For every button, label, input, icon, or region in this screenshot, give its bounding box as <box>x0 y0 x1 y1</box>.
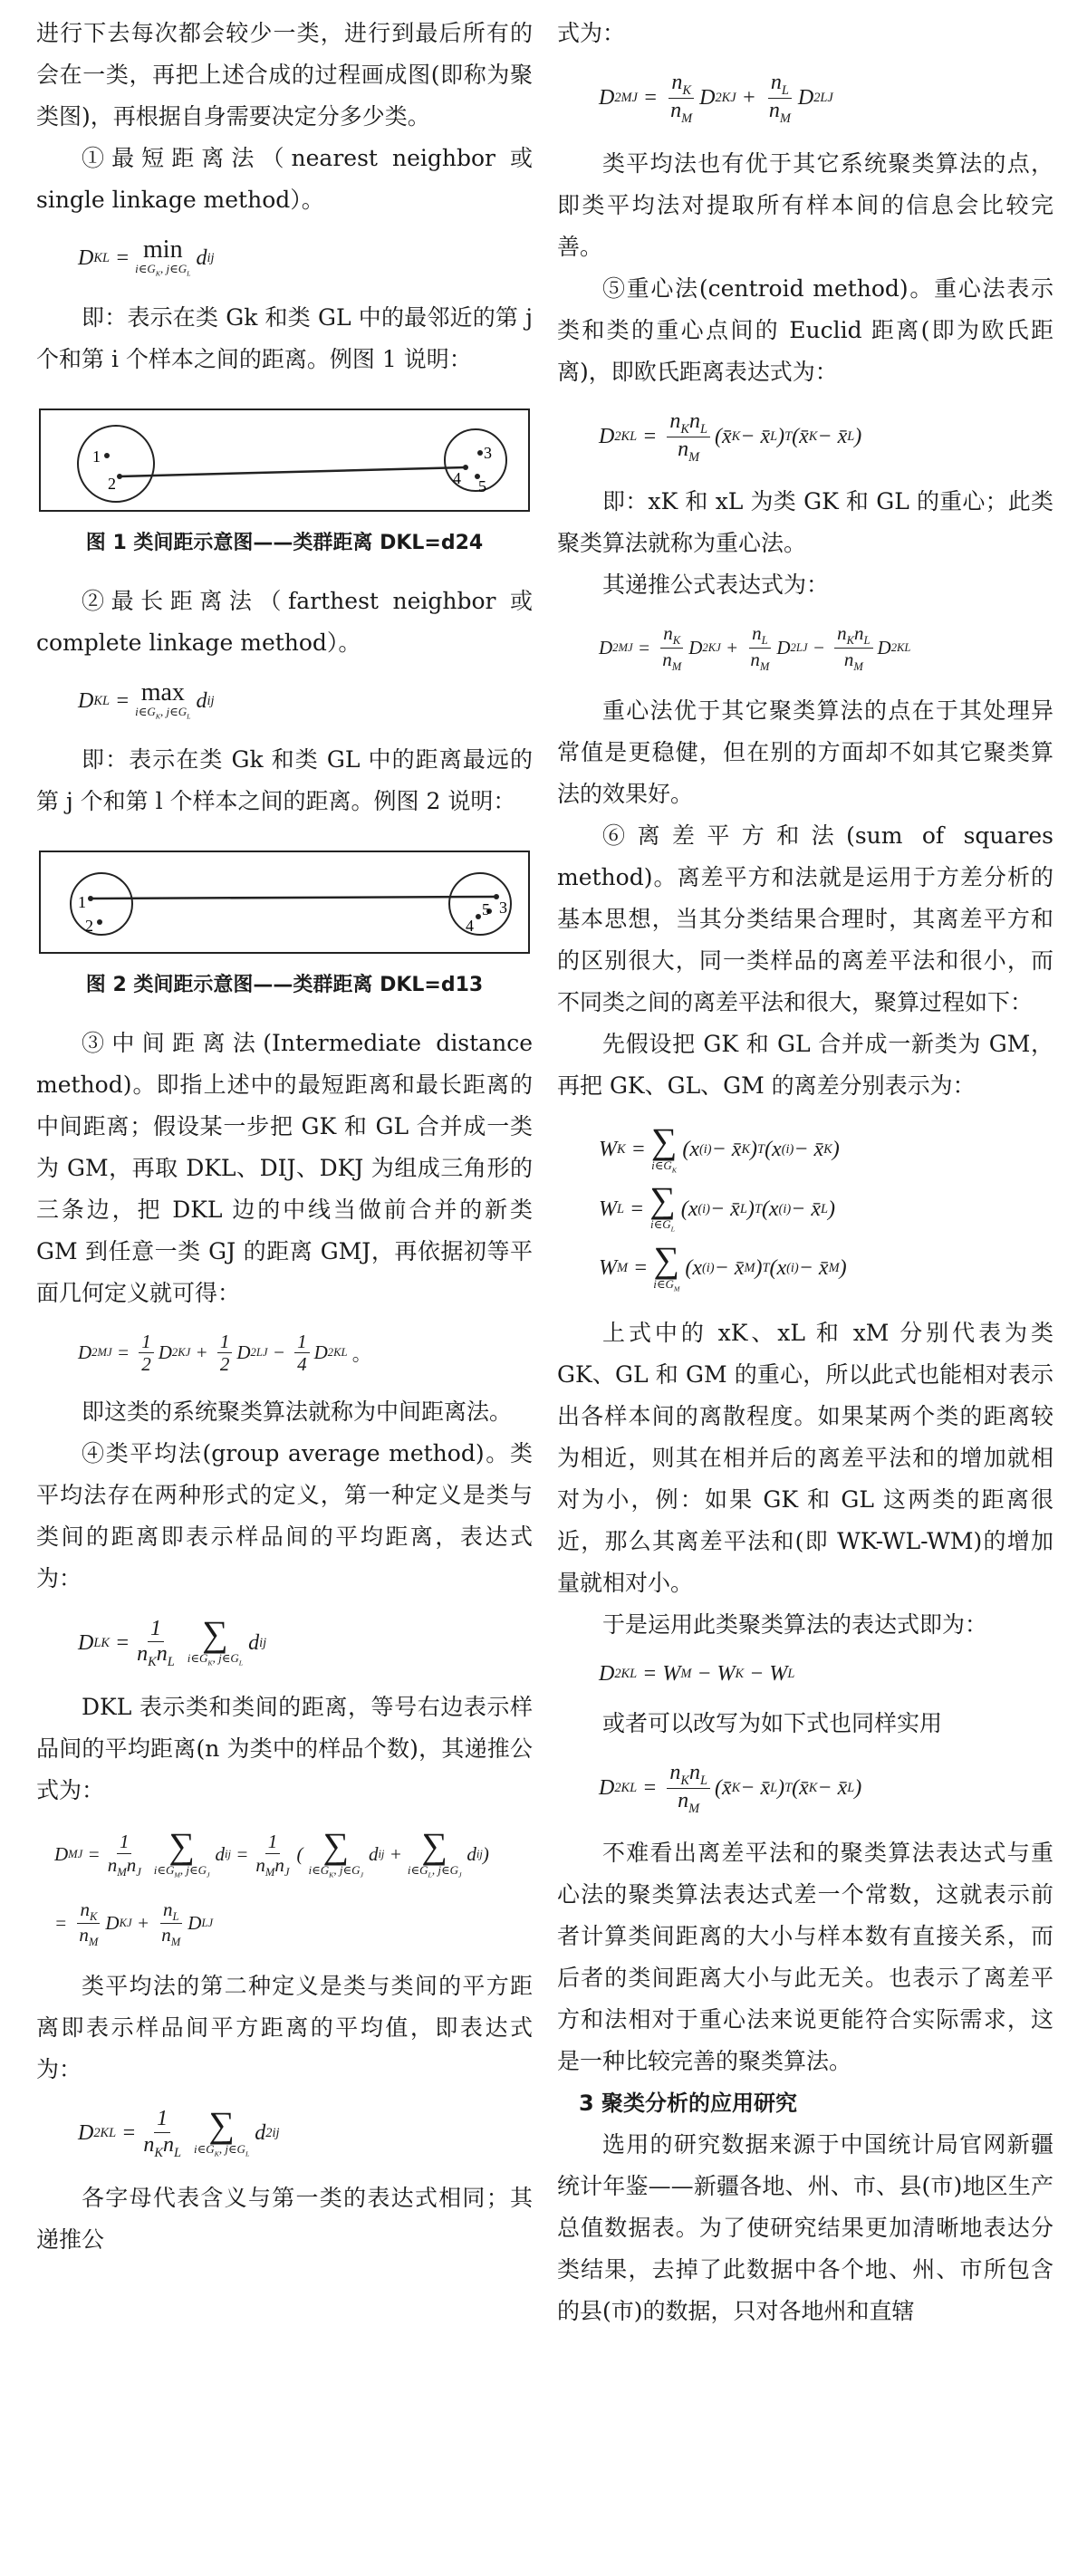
method5-title: ⑤重心法(centroid method)。重心法表示类和类的重心点间的 Euclid 距离(即为欧氏距离)，即欧氏距离表达式为： <box>557 274 1053 385</box>
method2-title: ②最长距离法（farthest neighbor 或 complete linkage method）。 <box>36 587 533 656</box>
method6-expression-intro: 于是运用此类聚类算法的表达式即为： <box>602 1610 988 1638</box>
formula-min-distance: D KL = min $i\in G_K$, $j\in G_L$ d ij <box>78 235 215 278</box>
formula-group-average-squared-recursive: D 2 MJ = $n_K$ $n_M$ D 2 KJ + $n_L$ $n_M$ D 2 LJ <box>599 71 833 127</box>
right-column <box>557 13 1053 2332</box>
method5-advantage: 重心法优于其它聚类算法的点在于其处理异常值是更稳健，但在别的方面却不如其它聚类算法的效果好。 <box>557 697 1053 807</box>
method5-recursive-intro: 其递推公式表达式为： <box>602 572 830 599</box>
formula-ward-rewrite: D 2 KL = $n_Kn_L$ $n_M$ (x̄ K − x̄ L ) T (x̄ K − x̄ L ) <box>599 1760 862 1816</box>
formula-ward: D 2 KL = W M − W K − W L <box>599 1661 795 1686</box>
formula-wm: W M = ∑ $i\in G_M$ (x (i) − x̄ M ) T (x (i) − x̄ M ) <box>599 1238 847 1293</box>
group-average-advantage: 类平均法也有优于其它系统聚类算法的点，即类平均法对提取所有样本间的信息会比较完善。 <box>557 149 1053 260</box>
formula-wk: W K = ∑ $i\in G_K$ (x (i) − x̄ K ) T (x (i) − x̄ K ) <box>599 1120 840 1175</box>
method5-note: 即：xK 和 xL 为类 GK 和 GL 的重心；此类聚类算法就称为重心法。 <box>557 488 1053 557</box>
method4-definition2: 类平均法的第二种定义是类与类间的平方距离即表示样品间平方距离的平均值，即表达式为： <box>36 1972 533 2082</box>
left-column <box>36 13 533 2261</box>
figure1-diagram <box>36 406 533 514</box>
fig2-label-1: 1 <box>78 893 86 912</box>
method6-conclusion: 不难看出离差平法和的聚类算法表达式与重心法的聚类算法表达式差一个常数，这就表示前者计算类间距离的大小与样本数有直接关系，而后者的类间距离大小与此无关。也表示了离差平方和法相对于重心法来说更能符合实际需求，这是一种比较完善的聚类算法。 <box>557 1840 1053 2075</box>
method6-title: ⑥离差平方和法(sum of squares method)。离差平方和法就是运用于方差分析的基本思想，当其分类结果合理时，其离差平方和的区别很大，同一类样品的离差平法和很小，而不同类之间的离差平法和很大，聚算过程如下： <box>557 822 1053 1015</box>
method3-note: 即这类的系统聚类算法就称为中间距离法。 <box>82 1399 513 1426</box>
fig2-label-2: 2 <box>85 917 93 936</box>
method4-tail: 各字母代表含义与第一类的表达式相同；其递推公 <box>36 2184 533 2253</box>
formula-centroid: D 2 KL = $n_Kn_L$ $n_M$ (x̄ K − x̄ L ) T (x̄ K − x̄ L ) <box>599 409 862 465</box>
fig1-label-2: 2 <box>108 474 116 493</box>
method1-explain: 即：表示在类 Gk 和类 GL 中的最邻近的第 j 个和第 i 个样本之间的距离。例图 1 说明： <box>36 303 533 372</box>
method4-paragraph: ④类平均法(group average method)。类平均法存在两种形式的定义，第一种定义是类与类间的距离即表示样品间的平均距离，表达式为： <box>36 1440 533 1592</box>
fig1-label-1: 1 <box>92 447 101 466</box>
fig1-label-4: 4 <box>453 468 461 487</box>
method6-explain: 上式中的 xK、xL 和 xM 分别代表为类 GK、GL 和 GM 的重心，所以此式也能相对表示出各样本间的离散程度。如果某两个类的距离较为相近，则其在相并后的离差平法和的增加就相对为小，例：如果 GK 和 GL 这两类的距离很近，那么其离差平法和(即 WK-WL-WM)的增加量就相对小。 <box>557 1319 1053 1596</box>
paragraph-intro: 进行下去每次都会较少一类，进行到最后所有的会在一类，再把上述合成的过程画成图(即称为聚类图)，再根据自身需要决定分多少类。 <box>36 20 533 130</box>
formula-group-average: D LK = 1 $n_Kn_L$ ∑ $i\in G_K$, $j\in G_L$ d ij <box>78 1613 267 1670</box>
section3-paragraph: 选用的研究数据来源于中国统计局官网新疆统计年鉴——新疆各地、州、市、县(市)地区生产总值数据表。为了使研究结果更加清晰地表达分类结果，去掉了此数据中各个地、州、市所包含的县(市)的数据，只对各地州和直辖 <box>557 2131 1053 2325</box>
method6-rewrite: 或者可以改写为如下式也同样实用 <box>602 1709 943 1736</box>
formula-group-average-recursive: D MJ = 1 $n_Mn_J$ ∑ $i\in G_M$, $j\in G_J$ d ij = 1 $n_Mn_J$ ( ∑ $i\in G_K$, $j\in G_J$ d ij + ∑ $i\in G_L$, $j\in G_J$ d ij ) <box>54 1825 489 1879</box>
formula-group-average-squared: D 2 KL = 1 $n_Kn_L$ ∑ $i\in G_K$, $j\in G_L$ d 2 ij <box>78 2103 280 2160</box>
formula-centroid-recursive: D 2 MJ = $n_K$ $n_M$ D 2 KJ + $n_L$ $n_M$ D 2 LJ − $n_Kn_L$ $n_M$ D 2 KL <box>599 622 911 674</box>
figure2-diagram <box>36 848 533 956</box>
method4-note: DKL 表示类和类间的距离，等号右边表示样品间的平均距离(n 为类中的样品个数)，其递推公式为： <box>36 1694 533 1804</box>
method3-paragraph: ③中间距离法(Intermediate distance method)。即指上述中的最短距离和最长距离的中间距离；假设某一步把 GK 和 GL 合并成一类为 GM，再取 DKL、DIJ、DKJ 为组成三角形的三条边，把 DKL 边的中线当做前合并的新类 GM 到任意一类 GJ 的距离 GMJ，再依据初等平面几何定义就可得： <box>36 1030 533 1307</box>
fig2-label-4: 4 <box>466 917 474 936</box>
method1-title: ①最短距离法（nearest neighbor 或 single linkage method）。 <box>36 145 533 213</box>
figure2-caption: 图 2 类间距示意图——类群距离 DKL=d13 <box>85 974 484 997</box>
formula-max-distance: D KL = max $i\in G_K$, $j\in G_L$ d ij <box>78 678 215 721</box>
fig1-label-3: 3 <box>484 443 492 462</box>
fig2-label-5: 5 <box>482 900 490 919</box>
fig2-label-3: 3 <box>499 899 507 918</box>
formula-intermediate: D 2 MJ = 1 2 D 2 KJ + 1 2 D 2 LJ − 1 4 D 2 KL 。 <box>78 1331 371 1376</box>
section3-heading: 3 聚类分析的应用研究 <box>579 2091 798 2117</box>
fig1-label-5: 5 <box>478 476 486 495</box>
method2-explain: 即：表示在类 Gk 和类 GL 中的距离最远的第 j 个和第 l 个样本之间的距离。例图 2 说明： <box>36 746 533 815</box>
paragraph-continuation: 式为： <box>557 20 626 46</box>
formula-group-average-recursive-2: = $n_K$ $n_M$ D KJ + $n_L$ $n_M$ D LJ <box>54 1898 214 1949</box>
formula-wl: W L = ∑ $i\in G_L$ (x (i) − x̄ L ) T (x (i) − x̄ L ) <box>599 1179 835 1234</box>
method6-assumption: 先假设把 GK 和 GL 合并成一新类为 GM，再把 GK、GL、GM 的离差分别表示为： <box>557 1030 1053 1099</box>
figure1-caption: 图 1 类间距示意图——类群距离 DKL=d24 <box>85 531 484 554</box>
